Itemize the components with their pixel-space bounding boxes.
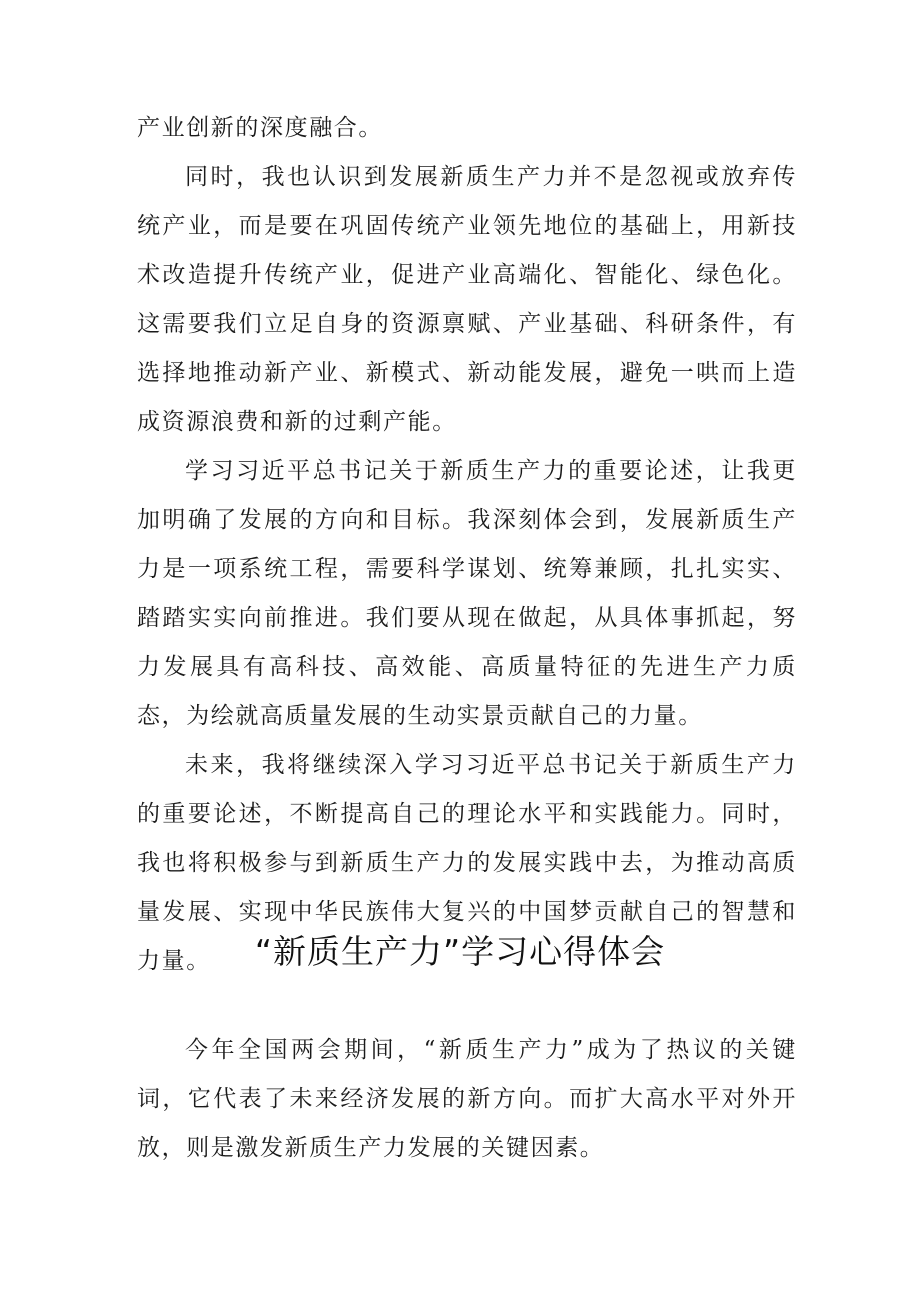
paragraph-two-sessions: 今年全国两会期间，“新质生产力”成为了热议的关键词，它代表了未来经济发展的新方向。而扩大高水平对外开放，则是激发新质生产力发展的关键因素。 xyxy=(137,1037,797,1161)
paragraph-traditional-industry: 同时，我也认识到发展新质生产力并不是忽视或放弃传统产业，而是要在巩固传统产业领先地位的基础上，用新技术改造提升传统产业，促进产业高端化、智能化、绿色化。这需要我们立足自身的资源禀赋、产业基础、科研条件，有选择地推动新产业、新模式、新动能发展，避免一哄而上造成资源浪费和新的过剩产能。 xyxy=(137,164,797,435)
paragraph-learning-direction: 学习习近平总书记关于新质生产力的重要论述，让我更加明确了发展的方向和目标。我深刻体会到，发展新质生产力是一项系统工程，需要科学谋划、统筹兼顾，扎扎实实、踏踏实实向前推进。我们要从现在做起，从具体事抓起，努力发展具有高科技、高效能、高质量特征的先进生产力质态，为绘就高质量发展的生动实景贡献自己的力量。 xyxy=(137,458,797,729)
paragraph-continuation: 产业创新的深度融合。 xyxy=(137,115,383,141)
section-title: “新质生产力”学习心得体会 xyxy=(254,932,666,971)
paragraph-future-commitment: 未来，我将继续深入学习习近平总书记关于新质生产力的重要论述，不断提高自己的理论水平和实践能力。同时，我也将积极参与到新质生产力的发展实践中去，为推动高质量发展、实现中华民族伟大复兴的中国梦贡献自己的智慧和力量。 xyxy=(137,752,797,974)
